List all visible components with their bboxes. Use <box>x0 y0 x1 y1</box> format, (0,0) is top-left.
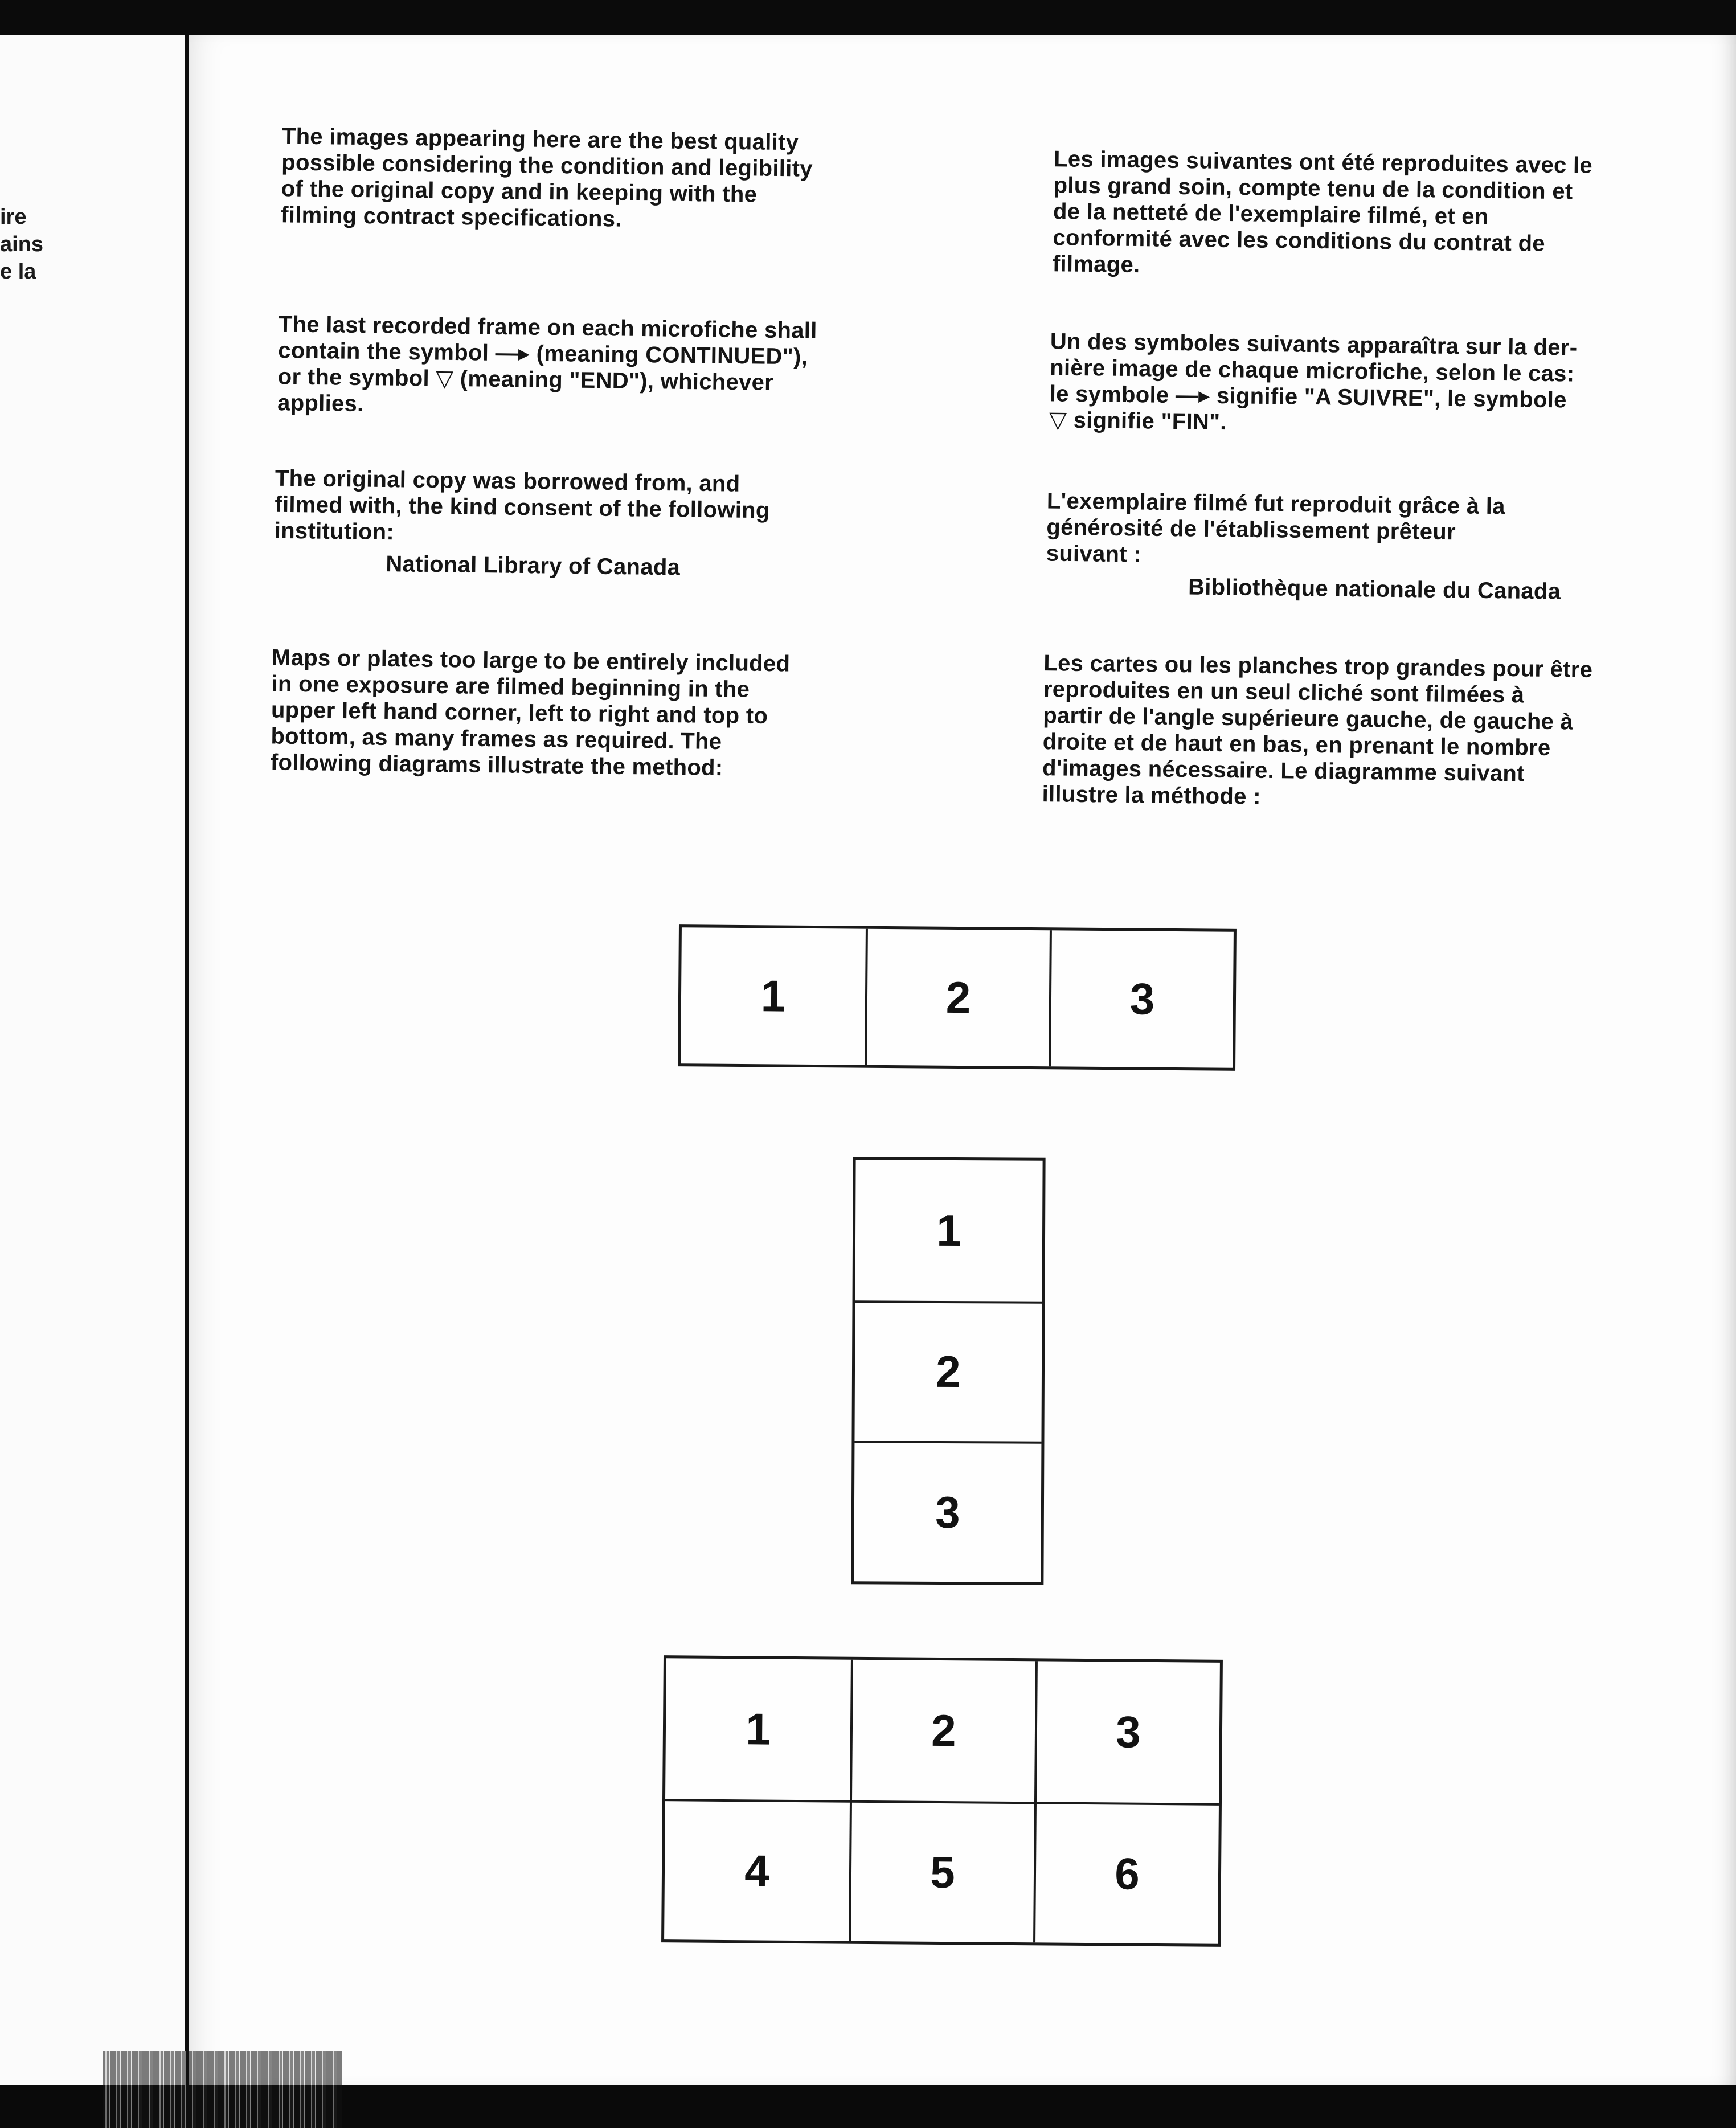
diagram-row-three <box>678 924 1237 1071</box>
fr-quality-paragraph <box>1053 146 1593 284</box>
fr-symbol-paragraph <box>1049 328 1578 439</box>
left-fragment: e la <box>0 260 36 284</box>
text-line: conformité avec les conditions du contrat de <box>1053 225 1546 256</box>
institution-name: Bibliothèque nationale du Canada <box>1188 574 1561 604</box>
text-line: droite et de haut en bas, en prenant le nombre <box>1042 729 1551 761</box>
text-line: possible considering the condition and legibility <box>281 150 813 182</box>
frame-cell: 6 <box>1033 1802 1219 1944</box>
text-line: plus grand soin, compte tenu de la condition et <box>1053 173 1573 204</box>
en-quality-paragraph <box>281 123 813 234</box>
text-line: The images appearing here are the best quality <box>281 124 799 155</box>
text-line: in one exposure are filmed beginning in the <box>271 671 750 702</box>
en-symbol-paragraph <box>277 311 817 423</box>
en-maps-paragraph <box>271 644 791 781</box>
text-line: Maps or plates too large to be entirely included <box>271 645 791 677</box>
text-line: le symbole —▸ signifie "A SUIVRE", le symbole <box>1049 381 1567 413</box>
text-line: suivant : <box>1046 541 1142 567</box>
text-line: filming contract specifications. <box>280 202 623 232</box>
frame-cell: 2 <box>854 1300 1042 1442</box>
text-line: filmage. <box>1052 251 1140 278</box>
text-line: The last recorded frame on each microfiche shall <box>278 312 817 343</box>
text-line: of the original copy and in keeping with the <box>281 176 758 207</box>
diagram-column-three <box>851 1157 1045 1585</box>
frame-cell: 3 <box>1049 930 1234 1068</box>
film-scratch-marks <box>103 2051 342 2128</box>
film-top-border <box>0 0 1736 35</box>
frame-cell: 5 <box>849 1800 1034 1943</box>
text-line: contain the symbol —▸ (meaning CONTINUED"), <box>278 338 808 370</box>
text-line: bottom, as many frames as required. The <box>271 723 722 755</box>
text-line: ▽ signifie "FIN". <box>1049 407 1227 435</box>
frame-cell: 2 <box>850 1660 1035 1802</box>
diagram-grid-six <box>661 1655 1223 1947</box>
text-line: Les images suivantes ont été reproduites avec le <box>1053 146 1593 178</box>
right-page <box>189 35 1736 2085</box>
text-line: nière image de chaque microfiche, selon le cas: <box>1050 355 1575 387</box>
fr-institution-paragraph <box>1046 488 1562 604</box>
text-line: or the symbol ▽ (meaning "END"), whichever <box>277 364 774 395</box>
text-line: illustre la méthode : <box>1042 781 1262 809</box>
frame-cell: 3 <box>854 1441 1041 1582</box>
text-line: following diagrams illustrate the method: <box>270 750 723 781</box>
text-line: applies. <box>277 390 364 417</box>
en-institution-paragraph <box>274 465 771 582</box>
frame-cell: 3 <box>1034 1661 1220 1803</box>
text-line: générosité de l'établissement prêteur <box>1046 514 1456 545</box>
text-line: d'images nécessaire. Le diagramme suivant <box>1042 755 1525 787</box>
text-line: filmed with, the kind consent of the following <box>275 492 770 523</box>
text-line: institution: <box>274 518 395 545</box>
text-line: L'exemplaire filmé fut reproduit grâce à la <box>1046 488 1506 519</box>
text-line: upper left hand corner, left to right and top to <box>271 697 768 729</box>
left-fragment: ire <box>0 205 27 229</box>
frame-cell: 1 <box>760 971 786 1021</box>
text-line: partir de l'angle supérieure gauche, de gauche à <box>1043 703 1574 735</box>
text-line: Les cartes ou les planches trop grandes pour être <box>1043 650 1593 682</box>
institution-name: National Library of Canada <box>386 551 681 580</box>
fr-maps-paragraph <box>1042 650 1592 814</box>
frame-cell: 2 <box>865 929 1050 1067</box>
text-line: reproduites en un seul cliché sont filmées à <box>1043 677 1525 708</box>
text-line: Un des symboles suivants apparaîtra sur la der- <box>1050 329 1578 361</box>
frame-cell: 4 <box>664 1799 850 1941</box>
left-page-edge <box>0 35 189 2085</box>
text-line: The original copy was borrowed from, and <box>275 465 740 497</box>
frame-cell: 1 <box>745 1704 771 1754</box>
text-line: de la netteté de l'exemplaire filmé, et en <box>1053 199 1489 230</box>
left-fragment: ains <box>0 232 44 256</box>
frame-cell: 1 <box>936 1205 961 1255</box>
